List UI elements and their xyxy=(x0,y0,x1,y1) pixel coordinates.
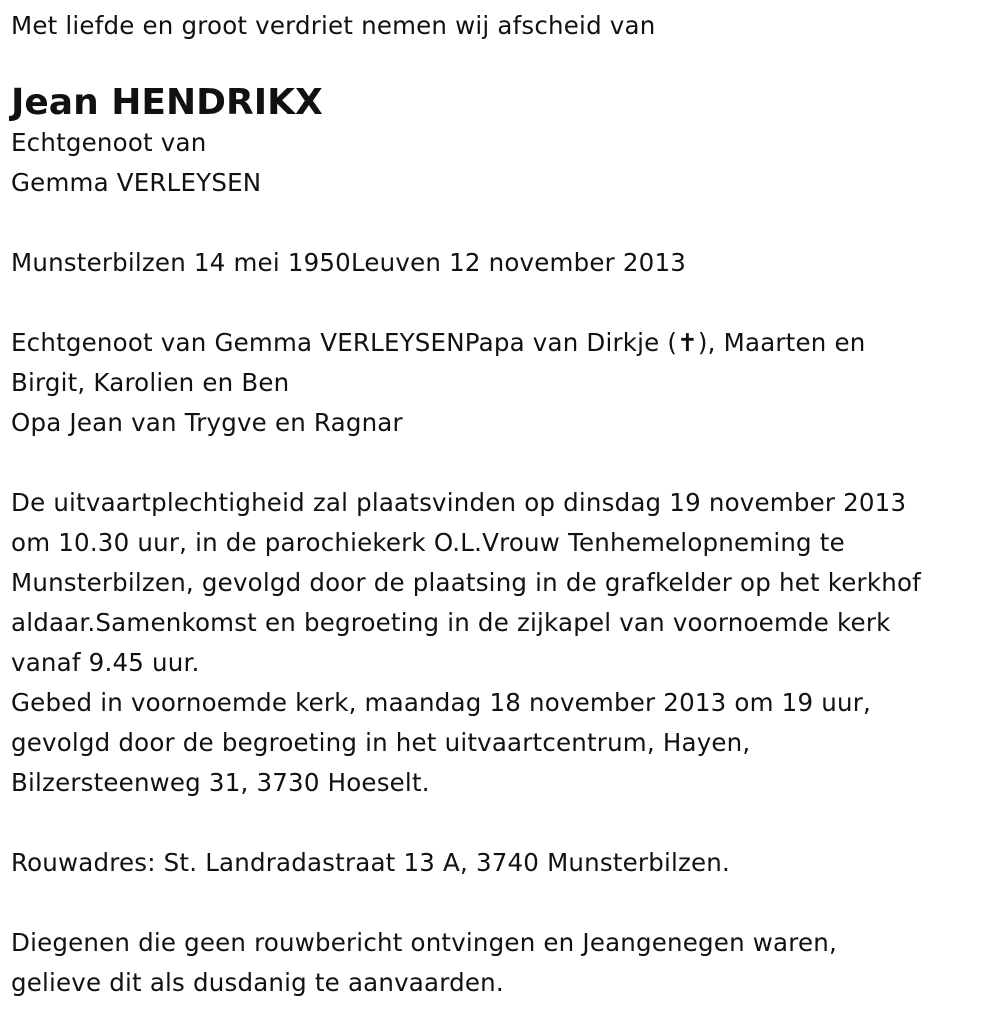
spacer xyxy=(11,203,996,243)
family-line-2: Birgit, Karolien en Ben xyxy=(11,368,290,397)
spouse-line-1: Echtgenoot van xyxy=(11,128,207,157)
ceremony-line-6: Gebed in voornoemde kerk, maandag 18 november 2013 om 19 uur, xyxy=(11,688,871,717)
family-line-3: Opa Jean van Trygve en Ragnar xyxy=(11,408,403,437)
closing-line-1: Diegenen die geen rouwbericht ontvingen en Jeangenegen waren, xyxy=(11,928,837,957)
intro-text: Met liefde en groot verdriet nemen wij afscheid van xyxy=(11,11,656,40)
spacer xyxy=(11,443,996,483)
mourning-address: Rouwadres: St. Landradastraat 13 A, 3740 Munsterbilzen. xyxy=(11,848,731,877)
ceremony-line-2: om 10.30 uur, in de parochiekerk O.L.Vrouw Tenhemelopneming te xyxy=(11,528,845,557)
deceased-name: Jean HENDRIKX xyxy=(11,82,323,123)
closing-line-2: gelieve dit als dusdanig te aanvaarden. xyxy=(11,968,504,997)
spouse-line-2: Gemma VERLEYSEN xyxy=(11,168,262,197)
ceremony-line-4: aldaar.Samenkomst en begroeting in de zijkapel van voornoemde kerk xyxy=(11,608,891,637)
family-line-1: Echtgenoot van Gemma VERLEYSENPapa van Dirkje (✝), Maarten en xyxy=(11,328,866,357)
death-notice xyxy=(11,6,996,1003)
ceremony-line-3: Munsterbilzen, gevolgd door de plaatsing in de grafkelder op het kerkhof xyxy=(11,568,921,597)
spacer xyxy=(11,283,996,323)
ceremony-line-7: gevolgd door de begroeting in het uitvaartcentrum, Hayen, xyxy=(11,728,751,757)
spacer xyxy=(11,803,996,843)
spacer xyxy=(11,883,996,923)
ceremony-line-5: vanaf 9.45 uur. xyxy=(11,648,200,677)
birth-death-dates: Munsterbilzen 14 mei 1950Leuven 12 november 2013 xyxy=(11,248,687,277)
ceremony-line-1: De uitvaartplechtigheid zal plaatsvinden op dinsdag 19 november 2013 xyxy=(11,488,907,517)
ceremony-line-8: Bilzersteenweg 31, 3730 Hoeselt. xyxy=(11,768,430,797)
